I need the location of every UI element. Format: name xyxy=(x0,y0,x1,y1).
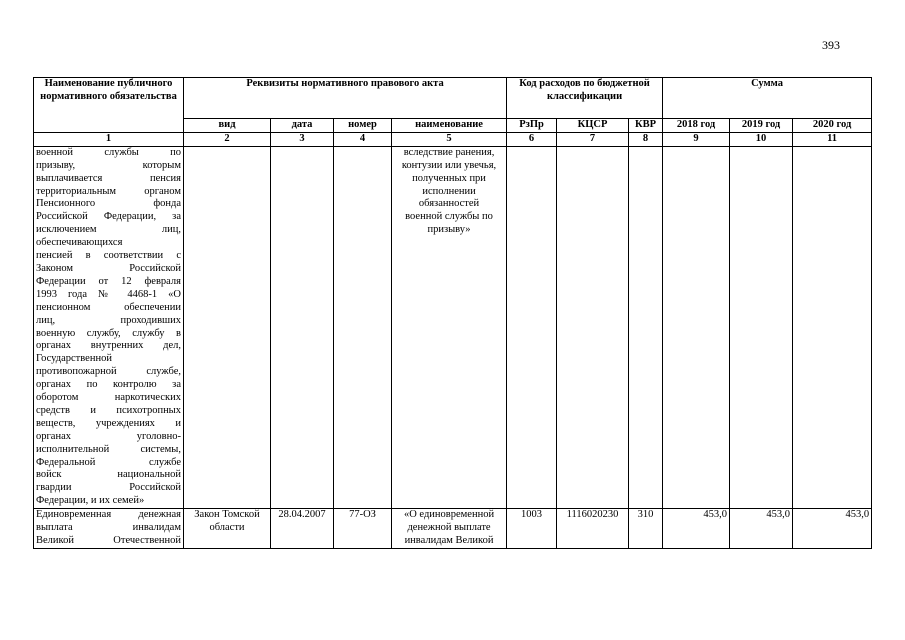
rzpr-code: 1003 xyxy=(507,509,557,549)
text-line: 1993 года № 4468-1 «О xyxy=(36,288,181,300)
text-line: органах уголовно- xyxy=(36,430,181,442)
text-line: Государственной xyxy=(36,353,112,365)
column-number: 7 xyxy=(557,132,629,146)
text-line: обеспечивающихся xyxy=(36,237,123,249)
column-number: 3 xyxy=(271,132,334,146)
act-date xyxy=(271,146,334,508)
column-number: 5 xyxy=(392,132,507,146)
column-number: 4 xyxy=(334,132,392,146)
text-line: военную службу, службу в xyxy=(36,327,181,339)
sum-2020 xyxy=(793,146,872,508)
kcsr-code xyxy=(557,146,629,508)
header-budget-code: Код расходов по бюджетной классификации xyxy=(507,78,663,119)
text-line: пенсионном обеспечении xyxy=(36,301,181,313)
column-number: 10 xyxy=(730,132,793,146)
text-line: обязанностей xyxy=(418,198,480,210)
text-line: веществ, учреждениях и xyxy=(36,417,181,429)
text-line: Российской Федерации, за xyxy=(36,211,181,223)
column-number: 6 xyxy=(507,132,557,146)
act-date: 28.04.2007 xyxy=(271,509,334,549)
column-number: 2 xyxy=(184,132,271,146)
text-line: Федеральной службе xyxy=(36,456,181,468)
text-line: полученных при xyxy=(412,172,486,184)
header-kvr: КВР xyxy=(629,119,663,133)
text-line: территориальным органом xyxy=(36,185,181,197)
header-date: дата xyxy=(271,119,334,133)
sum-2019 xyxy=(730,146,793,508)
header-year-2019: 2019 год xyxy=(730,119,793,133)
text-line: исполнительной системы, xyxy=(36,443,181,455)
text-line: оборотом наркотических xyxy=(36,392,181,404)
text-line: инвалидам Великой xyxy=(404,535,494,546)
column-number: 11 xyxy=(793,132,872,146)
header-year-2018: 2018 год xyxy=(663,119,730,133)
header-requisites: Реквизиты нормативного правового акта xyxy=(184,78,507,119)
text-line: органах по контролю за xyxy=(36,379,181,391)
text-line: противопожарной службе, xyxy=(36,366,181,378)
column-number: 1 xyxy=(34,132,184,146)
text-line: войск национальной xyxy=(36,469,181,481)
text-line: Пенсионного фонда xyxy=(36,198,181,210)
rzpr-code xyxy=(507,146,557,508)
text-line: Единовременная денежная xyxy=(36,509,181,521)
table-row xyxy=(34,146,872,508)
sum-2018 xyxy=(663,146,730,508)
act-title xyxy=(392,146,507,508)
sum-2019: 453,0 xyxy=(730,509,793,549)
page-number: 393 xyxy=(822,38,840,52)
text-line: выплата инвалидам xyxy=(36,522,181,534)
text-line: органах внутренних дел, xyxy=(36,340,181,352)
act-type: Закон Томской области xyxy=(184,509,271,549)
kvr-code xyxy=(629,146,663,508)
act-number xyxy=(334,146,392,508)
text-line: контузии или увечья, xyxy=(401,159,497,171)
text-line: исключением лиц, xyxy=(36,224,181,236)
header-obligation: Наименование публичного нормативного обязательства xyxy=(34,78,184,133)
text-line: средств и психотропных xyxy=(36,404,181,416)
header-act-name: наименование xyxy=(392,119,507,133)
kvr-code: 310 xyxy=(629,509,663,549)
text-line: исполнении xyxy=(422,185,476,197)
sum-2018: 453,0 xyxy=(663,509,730,549)
kcsr-code: 1116020230 xyxy=(557,509,629,549)
text-line: военной службы по xyxy=(36,146,181,158)
table-row xyxy=(34,509,872,549)
header-rzpr: РзПр xyxy=(507,119,557,133)
header-kcsr: КЦСР xyxy=(557,119,629,133)
act-title xyxy=(392,509,507,549)
text-line: призыву, которым xyxy=(36,159,181,171)
text-line: «О единовременной xyxy=(403,509,495,521)
text-line: военной службы по xyxy=(405,211,493,223)
header-sum: Сумма xyxy=(663,78,872,119)
obligation-name xyxy=(34,509,184,549)
text-line: денежной выплате xyxy=(407,522,491,534)
text-line: пенсией в соответствии с xyxy=(36,250,181,262)
column-number: 8 xyxy=(629,132,663,146)
text-line: Федерации от 12 февраля xyxy=(36,275,181,287)
act-type xyxy=(184,146,271,508)
column-number: 9 xyxy=(663,132,730,146)
text-line: выплачивается пенсия xyxy=(36,172,181,184)
text-line: лиц, проходивших xyxy=(36,314,181,326)
text-line: призыву» xyxy=(427,224,471,236)
sum-2020: 453,0 xyxy=(793,509,872,549)
header-vid: вид xyxy=(184,119,271,133)
text-line: гвардии Российской xyxy=(36,482,181,494)
text-line: Великой Отечественной xyxy=(36,535,181,546)
text-line: Законом Российской xyxy=(36,262,181,274)
budget-table xyxy=(33,77,872,549)
obligation-name xyxy=(34,146,184,508)
text-line: Федерации, и их семей» xyxy=(36,495,145,507)
text-line: вследствие ранения, xyxy=(403,146,495,158)
header-year-2020: 2020 год xyxy=(793,119,872,133)
act-number: 77-ОЗ xyxy=(334,509,392,549)
header-number: номер xyxy=(334,119,392,133)
